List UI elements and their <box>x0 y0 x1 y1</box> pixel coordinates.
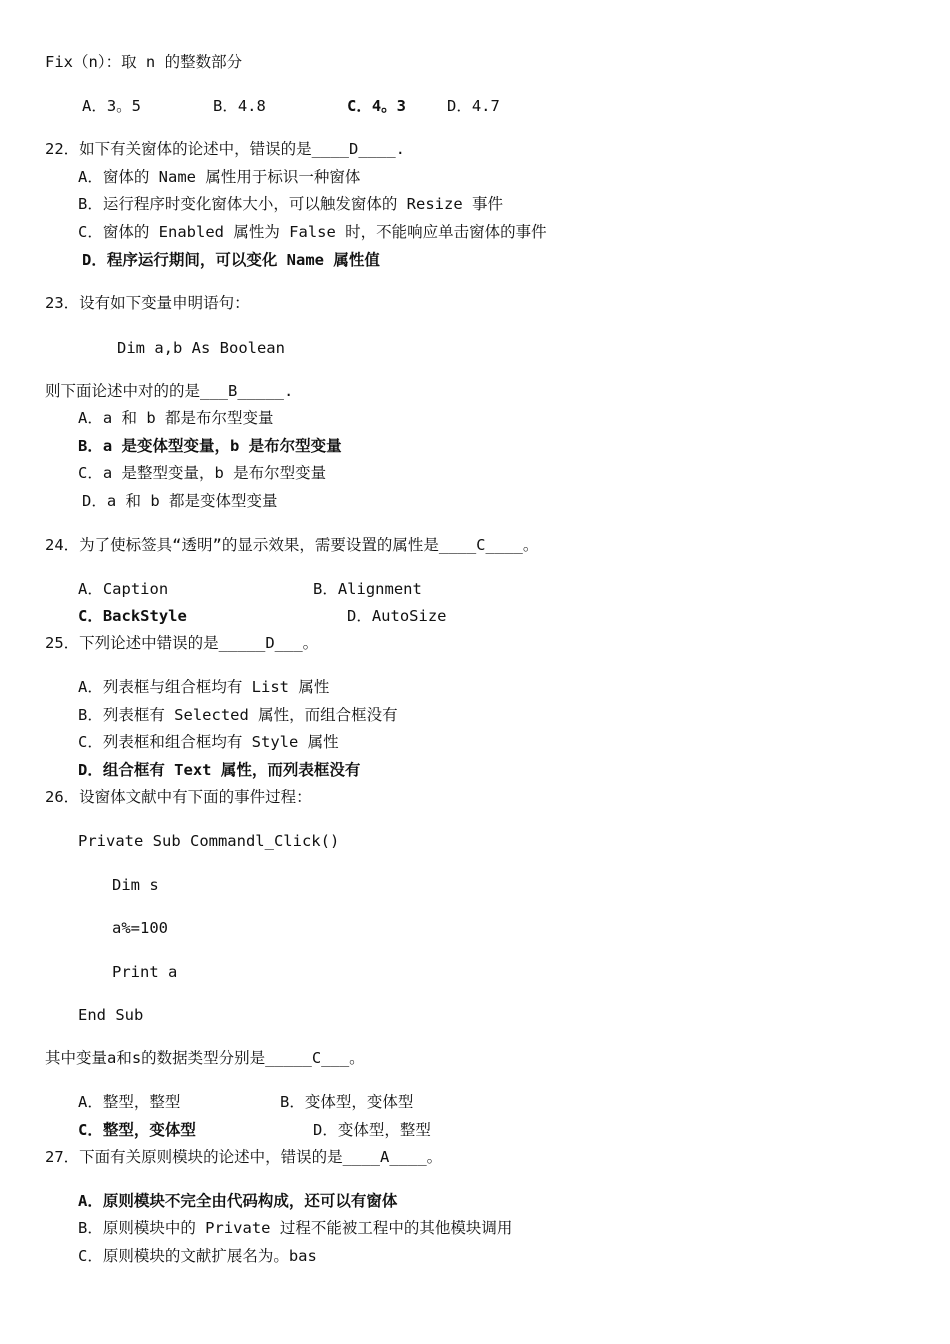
fix-function-note: Fix（n）：取 n 的整数部分 <box>45 53 243 71</box>
q24-option-b: B．Alignment <box>313 580 422 598</box>
q23-stem: 则下面论述中对的的是___B_____. <box>45 382 294 400</box>
q24-question: 24．为了使标签具“透明”的显示效果，需要设置的属性是____C____。 <box>45 536 539 554</box>
q25-option-c: C．列表框和组合框均有 Style 属性 <box>78 733 339 751</box>
q25-option-d-answer: D．组合框有 Text 属性，而列表框没有 <box>78 761 361 779</box>
q26-option-d: D．变体型，整型 <box>313 1121 431 1139</box>
q22-option-b: B．运行程序时变化窗体大小，可以触发窗体的 Resize 事件 <box>78 195 503 213</box>
intro-option-a: A．3。5 <box>82 97 141 115</box>
q24-option-a: A．Caption <box>78 580 169 598</box>
q26-option-c-answer: C．整型，变体型 <box>78 1121 196 1139</box>
q26-code-line-1: Private Sub Commandl_Click() <box>78 832 340 850</box>
q27-question: 27．下面有关原则模块的论述中，错误的是____A____。 <box>45 1148 443 1166</box>
q25-option-a: A．列表框与组合框均有 List 属性 <box>78 678 330 696</box>
q27-option-c: C．原则模块的文献扩展名为。bas <box>78 1247 317 1265</box>
q26-stem: 其中变量a和s的数据类型分别是_____C___。 <box>45 1049 365 1067</box>
q24-option-d: D．AutoSize <box>347 607 447 625</box>
intro-option-c-answer: C．4。3 <box>347 97 406 115</box>
q26-code-line-5: End Sub <box>78 1006 144 1024</box>
q24-option-c-answer: C．BackStyle <box>78 607 187 625</box>
q23-option-a: A．a 和 b 都是布尔型变量 <box>78 409 274 427</box>
q23-code: Dim a,b As Boolean <box>117 339 285 357</box>
q25-question: 25．下列论述中错误的是_____D___。 <box>45 634 319 652</box>
q22-option-a: A．窗体的 Name 属性用于标识一种窗体 <box>78 168 361 186</box>
q26-code-line-2: Dim s <box>112 876 159 894</box>
intro-option-b: B．4.8 <box>213 97 266 115</box>
q27-option-a-answer: A．原则模块不完全由代码构成，还可以有窗体 <box>78 1192 398 1210</box>
intro-option-d: D．4.7 <box>447 97 500 115</box>
q23-option-c: C．a 是整型变量，b 是布尔型变量 <box>78 464 327 482</box>
q22-question: 22．如下有关窗体的论述中，错误的是____D____. <box>45 140 405 158</box>
q26-code-line-3: a%=100 <box>112 919 168 937</box>
q26-option-b: B．变体型，变体型 <box>280 1093 414 1111</box>
q22-option-d-answer: D．程序运行期间，可以变化 Name 属性值 <box>82 251 380 269</box>
q23-option-d: D．a 和 b 都是变体型变量 <box>82 492 278 510</box>
q26-code-line-4: Print a <box>112 963 178 981</box>
q26-question: 26．设窗体文献中有下面的事件过程： <box>45 788 312 806</box>
q27-option-b: B．原则模块中的 Private 过程不能被工程中的其他模块调用 <box>78 1219 513 1237</box>
q22-option-c: C．窗体的 Enabled 属性为 False 时，不能响应单击窗体的事件 <box>78 223 547 241</box>
q23-question: 23．设有如下变量申明语句： <box>45 294 250 312</box>
q26-option-a: A．整型，整型 <box>78 1093 181 1111</box>
q23-option-b-answer: B．a 是变体型变量，b 是布尔型变量 <box>78 437 342 455</box>
q25-option-b: B．列表框有 Selected 属性，而组合框没有 <box>78 706 398 724</box>
